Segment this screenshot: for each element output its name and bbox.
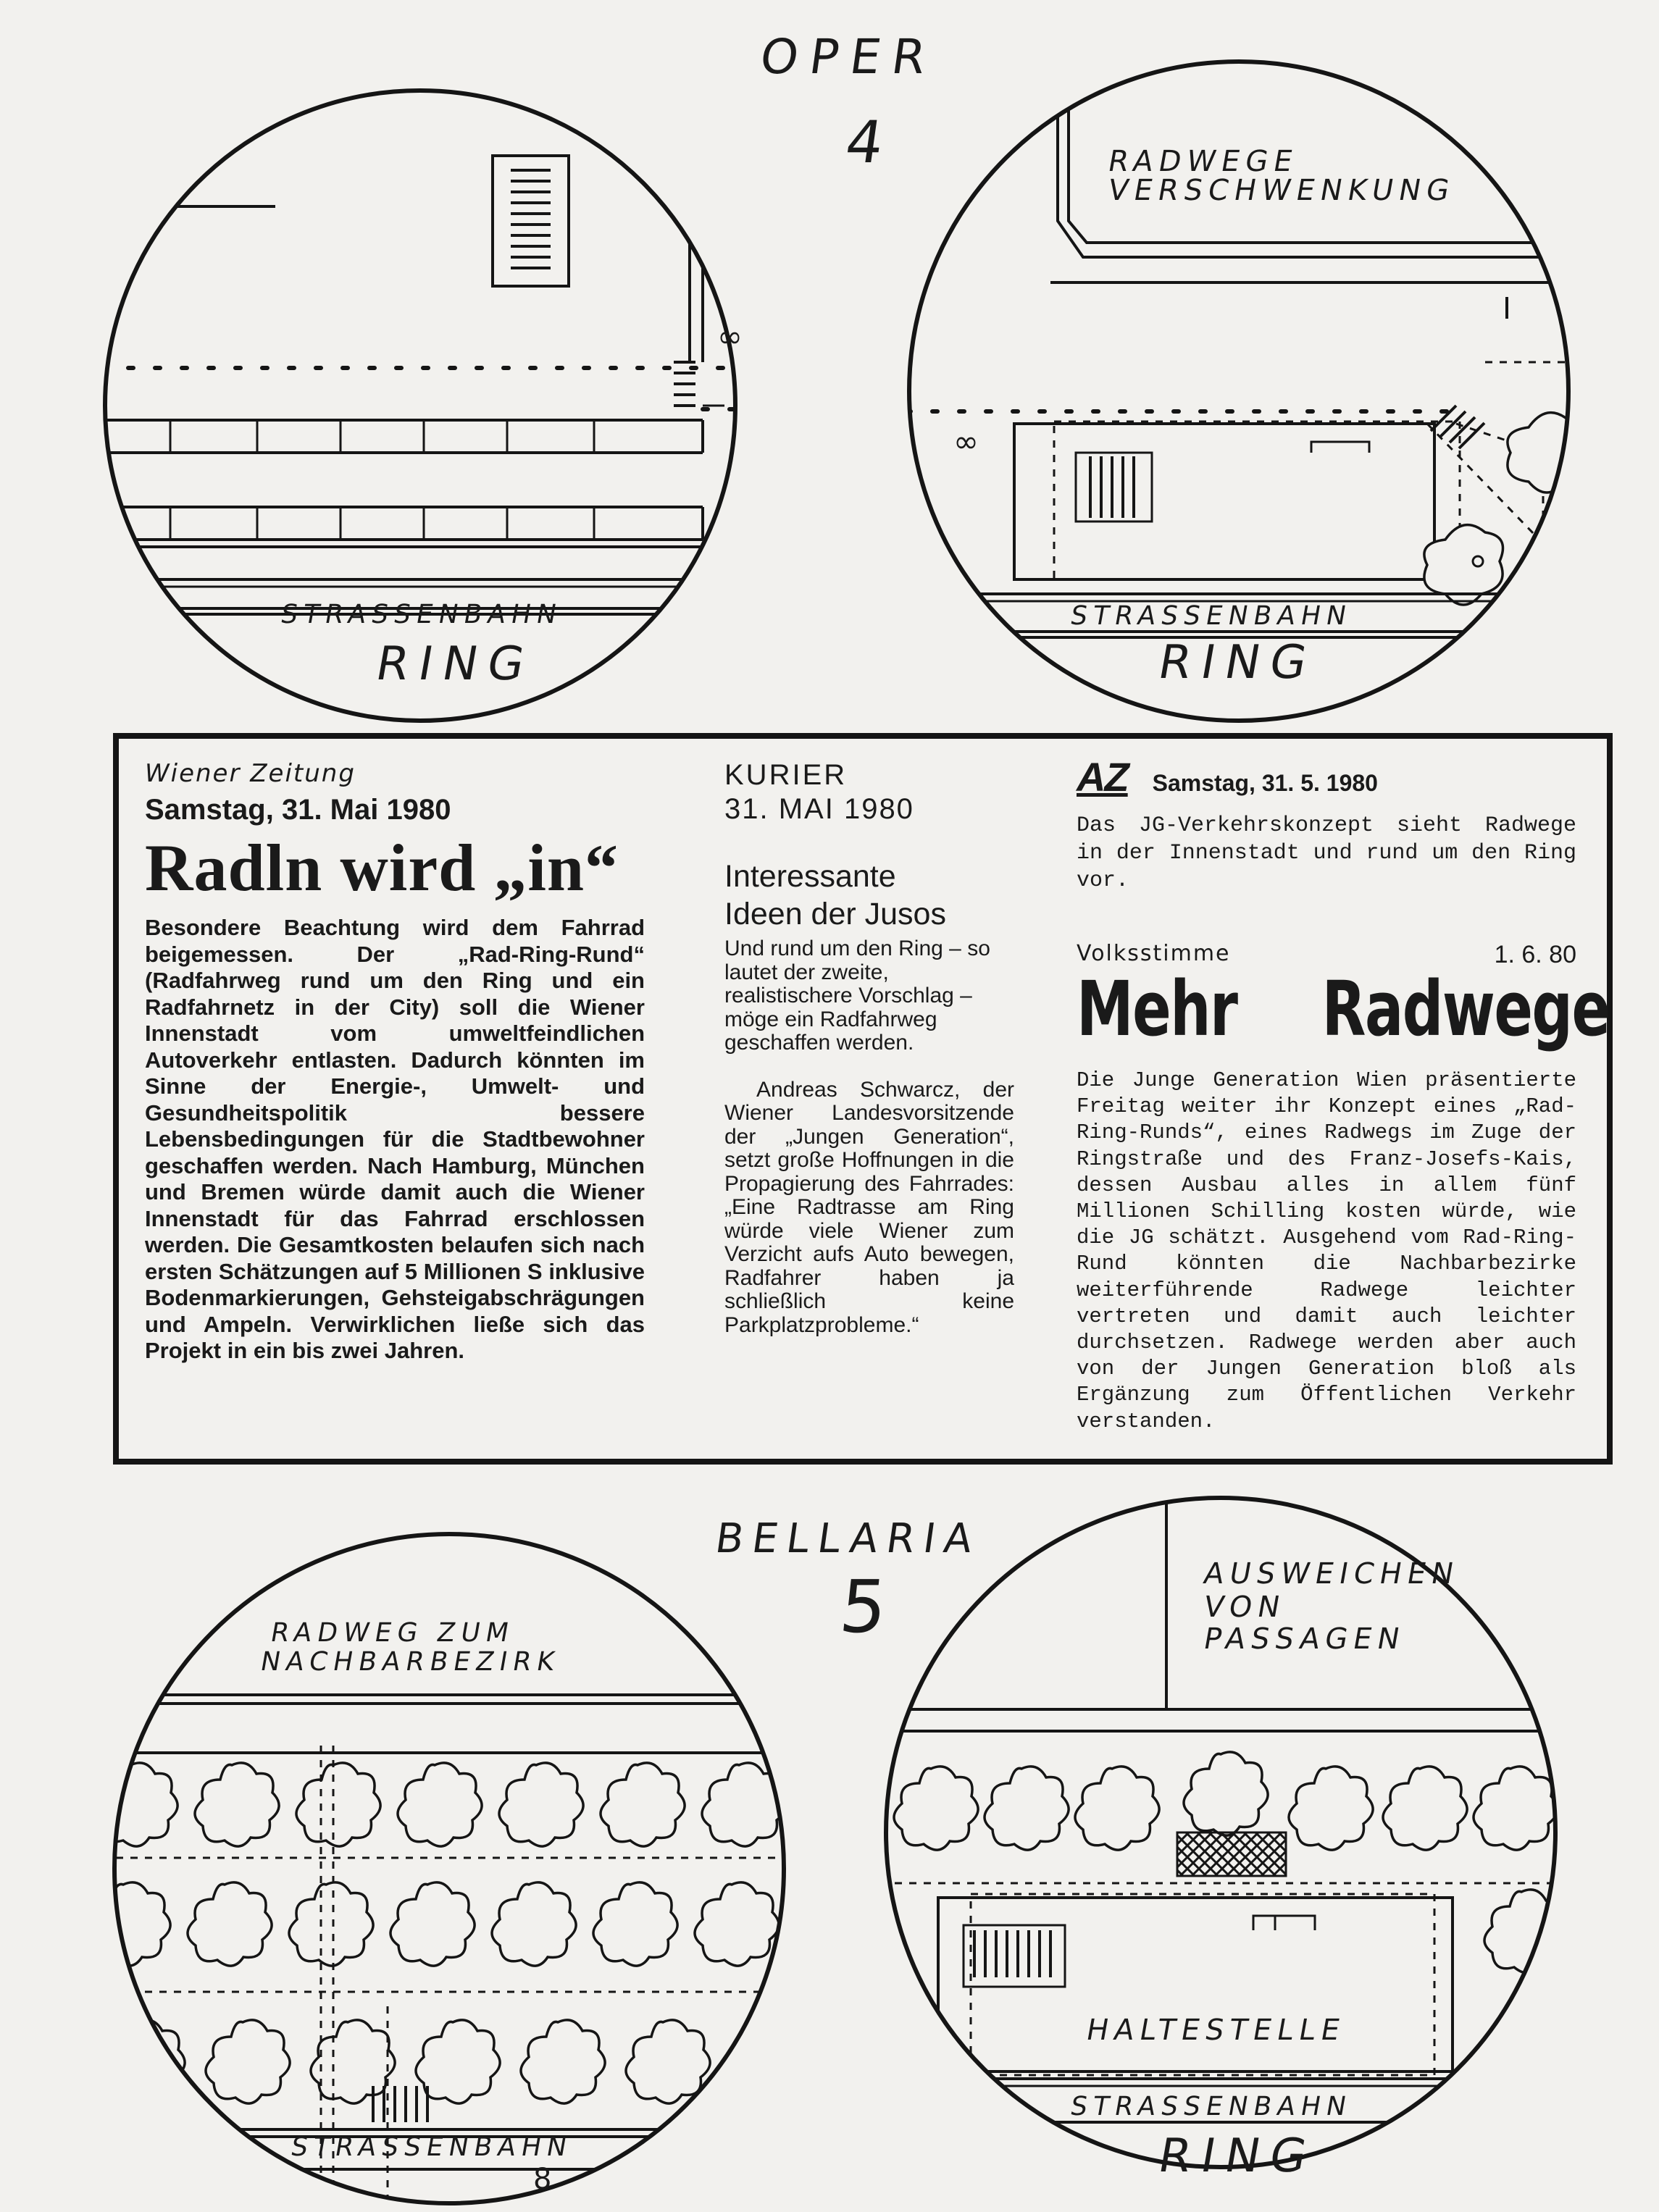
- oper-right-label-line1: RADWEGE: [1105, 145, 1301, 178]
- bellaria-right-stop-label: HALTESTELLE: [1083, 2014, 1348, 2047]
- kurier-date: 31. MAI 1980: [724, 793, 914, 825]
- bellaria-left-label-line2: NACHBARBEZIRK: [258, 1647, 563, 1677]
- az-logo: AZ: [1077, 754, 1128, 800]
- volksstimme-source: Volksstimme: [1077, 941, 1231, 966]
- bellaria-right-tram-label: STRASSENBAHN: [1068, 2092, 1355, 2121]
- wz-headline: Radln wird „in“: [145, 831, 619, 905]
- bellaria-left-bike-symbol: 8: [533, 2163, 552, 2196]
- bellaria-right-ring-label: RING: [1154, 2129, 1321, 2183]
- volksstimme-headline: Mehr Radwege: [1077, 965, 1610, 1053]
- oper-right-ring-label: RING: [1154, 636, 1321, 690]
- kurier-headline-line1: Interessante: [724, 859, 896, 894]
- kurier-paragraph-1: Und rund um den Ring – so lautet der zweite, realistischere Vorschlag – möge ein Radfahrweg geschaffen werden.: [724, 937, 990, 1055]
- bellaria-number: 5: [835, 1564, 891, 1649]
- kurier-headline-line2: Ideen der Jusos: [724, 897, 946, 931]
- volksstimme-date: 1. 6. 80: [1494, 941, 1576, 968]
- kurier-paragraph-2: Andreas Schwarcz, der Wiener Landesvorsitzende der „Jungen Generation“, setzt große Hoffnungen in die Propagierung des Fahrrades: „Eine Radtrasse am Ring würde viele Wiener zum Verzicht aufs Auto bewegen, Radfahrer haben ja schließlich keine Parkplatzprobleme.“: [724, 1077, 1014, 1337]
- volksstimme-body: Die Junge Generation Wien präsentierte Freitag weiter ihr Konzept eines „Rad-Ring-Runds“, eines Radwegs im Zuge der Ringstraße und des Franz-Josefs-Kais, dessen Ausbau alles in allem fünf Millionen Schilling kosten würde, wie die JG schätzt. Ausgehend vom Rad-Ring-Rund könnten die Nachbarbezirke weiterführende Radwege leichter vertreten und damit auch leichter durchsetzen. Radwege werden aber auch von der Jungen Generation bloß als Ergänzung zum Öffentlichen Verkehr verstanden.: [1077, 1068, 1576, 1433]
- wz-body: Besondere Beachtung wird dem Fahrrad beigemessen. Der „Rad-Ring-Rund“ (Radfahrweg rund um den Ring und ein Radfahrnetz in der City) soll die Wiener Innenstadt vom umweltfeindlichen Autoverkehr entlasten. Dadurch könnten im Sinne der Energie-, Umwelt- und Gesundheitspolitik bessere Lebensbedingungen für die Stadtbewohner geschaffen werden. Nach Hamburg, München und Bremen würde damit auch die Wiener Innenstadt für das Fahrrad erschlossen werden. Die Gesamtkosten belaufen sich nach ersten Schätzungen auf 5 Millionen S inklusive Bodenmarkierungen, Gehsteigabschrägungen und Ampeln. Verwirklichen ließe sich das Projekt in ein bis zwei Jahren.: [145, 915, 645, 1363]
- bellaria-title: BELLARIA: [712, 1515, 985, 1562]
- az-teaser: Das JG-Verkehrskonzept sieht Radwege in der Innenstadt und rund um den Ring vor.: [1077, 813, 1576, 893]
- oper-number: 4: [841, 109, 888, 176]
- bellaria-right-label-line1: AUSWEICHEN: [1200, 1557, 1462, 1591]
- oper-left-tram-label: STRASSENBAHN: [278, 600, 565, 629]
- clipping-az: [1077, 753, 1610, 1435]
- kurier-source: KURIER: [724, 759, 848, 791]
- oper-right-label-line2: VERSCHWENKUNG: [1105, 174, 1458, 207]
- az-date: Samstag, 31. 5. 1980: [1152, 770, 1378, 796]
- press-clippings-box: [113, 733, 1613, 1465]
- bellaria-left-tram-label: STRASSENBAHN: [288, 2132, 575, 2162]
- bellaria-left-label-line1: RADWEG ZUM: [268, 1618, 517, 1648]
- wz-date: Samstag, 31. Mai 1980: [145, 794, 451, 826]
- bellaria-right-label-line3: PASSAGEN: [1200, 1622, 1408, 1656]
- bellaria-right-label-line2: VON: [1200, 1591, 1289, 1624]
- clipping-wiener-zeitung: [145, 759, 645, 1365]
- oper-left-ring-label: RING: [372, 637, 539, 691]
- wz-source: Wiener Zeitung: [145, 759, 356, 788]
- oper-title: OPER: [756, 29, 941, 85]
- oper-right-bike-symbol: ∞: [953, 424, 979, 459]
- clipping-kurier: [724, 759, 1014, 1360]
- oper-right-tram-label: STRASSENBAHN: [1068, 601, 1355, 631]
- oper-left-bike-symbol: ∞: [717, 319, 743, 354]
